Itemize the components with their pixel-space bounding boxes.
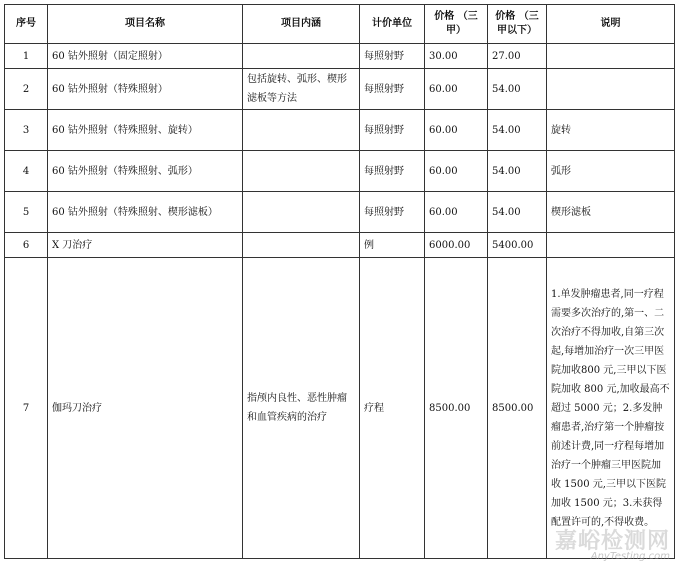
cell-no: 5 bbox=[5, 192, 48, 233]
cell-unit: 每照射野 bbox=[360, 44, 425, 69]
cell-unit: 每照射野 bbox=[360, 192, 425, 233]
cell-price-b: 8500.00 bbox=[488, 258, 547, 559]
cell-unit: 疗程 bbox=[360, 258, 425, 559]
table-row bbox=[5, 258, 675, 559]
table-row bbox=[5, 151, 675, 192]
cell-no: 1 bbox=[5, 44, 48, 69]
cell-content bbox=[243, 44, 360, 69]
cell-unit: 每照射野 bbox=[360, 110, 425, 151]
cell-name: 60 钴外照射（特殊照射、弧形） bbox=[48, 151, 243, 192]
cell-price-a: 60.00 bbox=[425, 192, 488, 233]
header-price-b: 价格 （三甲以下） bbox=[488, 5, 547, 44]
cell-unit: 每照射野 bbox=[360, 69, 425, 110]
cell-no: 4 bbox=[5, 151, 48, 192]
header-note: 说明 bbox=[547, 5, 675, 44]
cell-content bbox=[243, 192, 360, 233]
cell-content bbox=[243, 151, 360, 192]
table-row bbox=[5, 233, 675, 258]
cell-content: 包括旋转、弧形、楔形滤板等方法 bbox=[243, 69, 360, 110]
cell-price-a: 8500.00 bbox=[425, 258, 488, 559]
cell-no: 6 bbox=[5, 233, 48, 258]
cell-price-b: 54.00 bbox=[488, 192, 547, 233]
table-row bbox=[5, 192, 675, 233]
header-row bbox=[5, 5, 675, 44]
cell-no: 2 bbox=[5, 69, 48, 110]
cell-name: 60 钴外照射（固定照射） bbox=[48, 44, 243, 69]
cell-note: 旋转 bbox=[547, 110, 675, 151]
cell-note: 弧形 bbox=[547, 151, 675, 192]
cell-name: 60 钴外照射（特殊照射、旋转） bbox=[48, 110, 243, 151]
cell-content: 指颅内良性、恶性肿瘤和血管疾病的治疗 bbox=[243, 258, 360, 559]
cell-note bbox=[547, 69, 675, 110]
table-row bbox=[5, 44, 675, 69]
cell-price-a: 60.00 bbox=[425, 151, 488, 192]
cell-price-a: 60.00 bbox=[425, 110, 488, 151]
cell-content bbox=[243, 110, 360, 151]
cell-price-a: 6000.00 bbox=[425, 233, 488, 258]
cell-price-b: 54.00 bbox=[488, 69, 547, 110]
header-name: 项目名称 bbox=[48, 5, 243, 44]
cell-name: X 刀治疗 bbox=[48, 233, 243, 258]
fee-table bbox=[4, 4, 675, 559]
watermark-en: AnyTesting.com bbox=[590, 551, 670, 562]
table-row bbox=[5, 110, 675, 151]
cell-content bbox=[243, 233, 360, 258]
header-price-a: 价格 （三甲） bbox=[425, 5, 488, 44]
cell-no: 3 bbox=[5, 110, 48, 151]
table-row bbox=[5, 69, 675, 110]
cell-price-b: 54.00 bbox=[488, 110, 547, 151]
header-no: 序号 bbox=[5, 5, 48, 44]
cell-price-a: 60.00 bbox=[425, 69, 488, 110]
cell-note: 楔形滤板 bbox=[547, 192, 675, 233]
cell-price-a: 30.00 bbox=[425, 44, 488, 69]
cell-no: 7 bbox=[5, 258, 48, 559]
cell-price-b: 5400.00 bbox=[488, 233, 547, 258]
cell-unit: 每照射野 bbox=[360, 151, 425, 192]
cell-unit: 例 bbox=[360, 233, 425, 258]
header-content: 项目内涵 bbox=[243, 5, 360, 44]
cell-name: 60 钴外照射（特殊照射） bbox=[48, 69, 243, 110]
header-unit: 计价单位 bbox=[360, 5, 425, 44]
watermark-cn: 嘉峪检测网 bbox=[554, 529, 670, 554]
cell-price-b: 27.00 bbox=[488, 44, 547, 69]
cell-note: 1.单发肿瘤患者,同一疗程需要多次治疗的,第一、二次治疗不得加收,自第三次起,每增加治疗一次三甲医院加收800 元,三甲以下医院加收 800 元,加收最高不超过 5000 元；2.多发肿瘤患者,治疗第一个肿瘤按前述计费,同一疗程每增加治疗一个肿瘤三甲医院加收 1500 元,三甲以下医院加收 1500 元；3.未获得配置许可的,不得收费。 bbox=[547, 258, 675, 559]
cell-name: 60 钴外照射（特殊照射、楔形滤板） bbox=[48, 192, 243, 233]
cell-name: 伽玛刀治疗 bbox=[48, 258, 243, 559]
cell-price-b: 54.00 bbox=[488, 151, 547, 192]
cell-note bbox=[547, 233, 675, 258]
cell-note bbox=[547, 44, 675, 69]
